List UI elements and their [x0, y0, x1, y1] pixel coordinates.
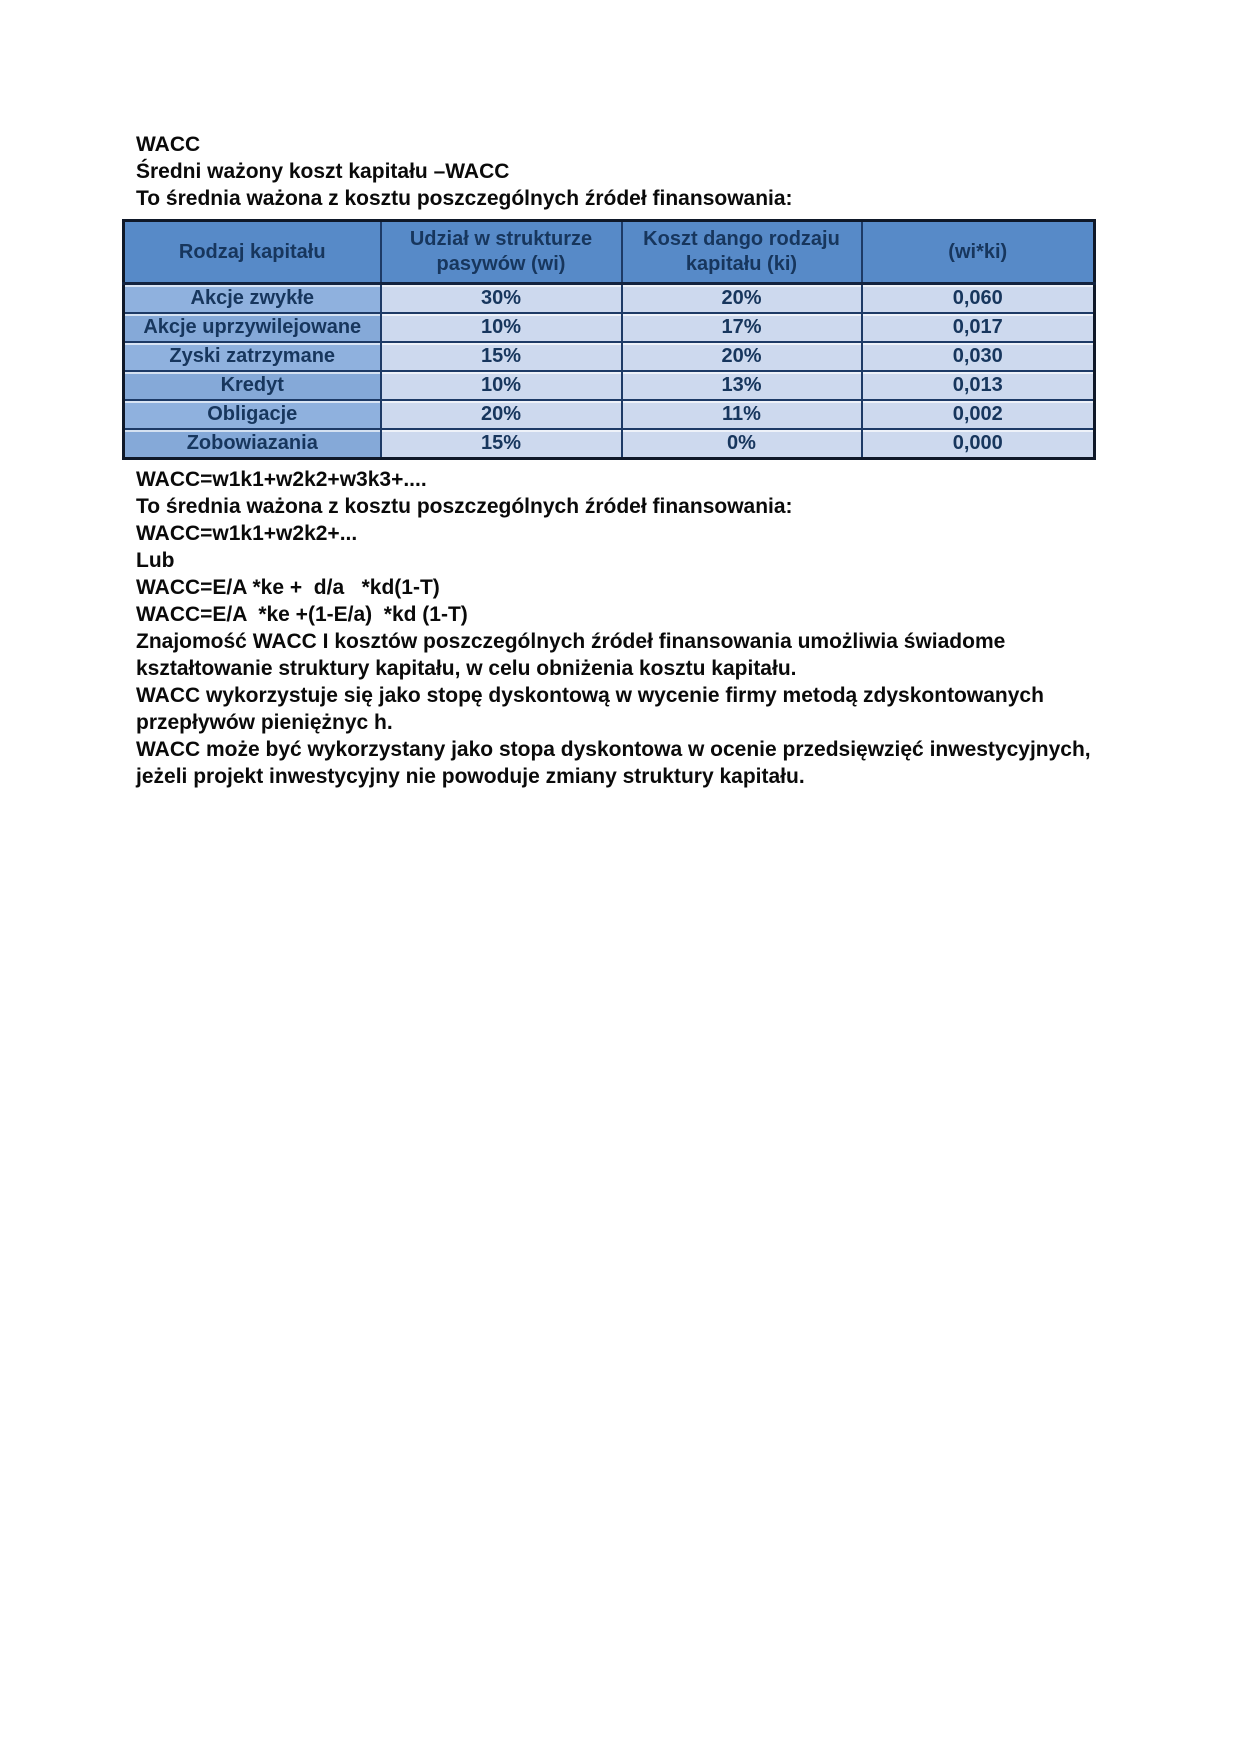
table-row	[124, 284, 1095, 314]
body-paragraph: WACC może być wykorzystany jako stopa dyskontowa w ocenie przedsięwzięć inwestycyjnych, jeżeli projekt inwestycyjny nie powoduje zmiany struktury kapitału.	[136, 738, 1097, 788]
body-text: Lub	[136, 549, 175, 572]
table-cell: 0,017	[862, 313, 1095, 342]
table-cell: 17%	[622, 313, 862, 342]
table-cell: 30%	[381, 284, 622, 314]
table-row	[124, 429, 1095, 459]
table-cell: 15%	[381, 429, 622, 459]
body-paragraph: WACC wykorzystuje się jako stopę dyskontową w wycenie firmy metodą zdyskontowanych przepływów pieniężnyc h.	[136, 684, 1050, 734]
table-cell: 10%	[381, 313, 622, 342]
row-label: Akcje uprzywilejowane	[124, 313, 381, 342]
formula-wacc-ea-2: WACC=E/A *ke +(1-E/a) *kd (1-T)	[136, 603, 468, 626]
column-header: (wi*ki)	[862, 221, 1095, 284]
table-cell: 0,030	[862, 342, 1095, 371]
table-row	[124, 342, 1095, 371]
table-cell: 11%	[622, 400, 862, 429]
subtitle: Średni ważony koszt kapitału –WACC	[136, 160, 510, 183]
body-paragraph: Znajomość WACC I kosztów poszczególnych źródeł finansowania umożliwia świadome kształtowanie struktury kapitału, w celu obniżenia kosztu kapitału.	[136, 630, 1012, 680]
table-row	[124, 371, 1095, 400]
title: WACC	[136, 133, 201, 156]
row-label: Zyski zatrzymane	[124, 342, 381, 371]
table-cell: 13%	[622, 371, 862, 400]
table-cell: 0,013	[862, 371, 1095, 400]
table-cell: 20%	[622, 284, 862, 314]
formula-wacc-ea-1: WACC=E/A *ke + d/a *kd(1-T)	[136, 576, 440, 599]
row-label: Obligacje	[124, 400, 381, 429]
table-cell: 0,060	[862, 284, 1095, 314]
formula-wacc-sum: WACC=w1k1+w2k2+w3k3+....	[136, 468, 427, 491]
table-cell: 10%	[381, 371, 622, 400]
table-cell: 0,002	[862, 400, 1095, 429]
formula-wacc-short: WACC=w1k1+w2k2+...	[136, 522, 358, 545]
table-row	[124, 400, 1095, 429]
table-caption: To średnia ważona z kosztu poszczególnych źródeł finansowania:	[136, 187, 793, 210]
table-cell: 20%	[381, 400, 622, 429]
table-row	[124, 313, 1095, 342]
wacc-table	[122, 219, 1096, 460]
table-cell: 0%	[622, 429, 862, 459]
document-content	[122, 131, 1122, 790]
column-header: Koszt dango rodzaju kapitału (ki)	[622, 221, 862, 284]
column-header: Rodzaj kapitału	[124, 221, 381, 284]
body-text: To średnia ważona z kosztu poszczególnych źródeł finansowania:	[136, 495, 793, 518]
column-header: Udział w strukturze pasywów (wi)	[381, 221, 622, 284]
table-cell: 0,000	[862, 429, 1095, 459]
row-label: Akcje zwykłe	[124, 284, 381, 314]
row-label: Zobowiazania	[124, 429, 381, 459]
table-header-row	[124, 221, 1095, 284]
table-cell: 20%	[622, 342, 862, 371]
row-label: Kredyt	[124, 371, 381, 400]
table-cell: 15%	[381, 342, 622, 371]
